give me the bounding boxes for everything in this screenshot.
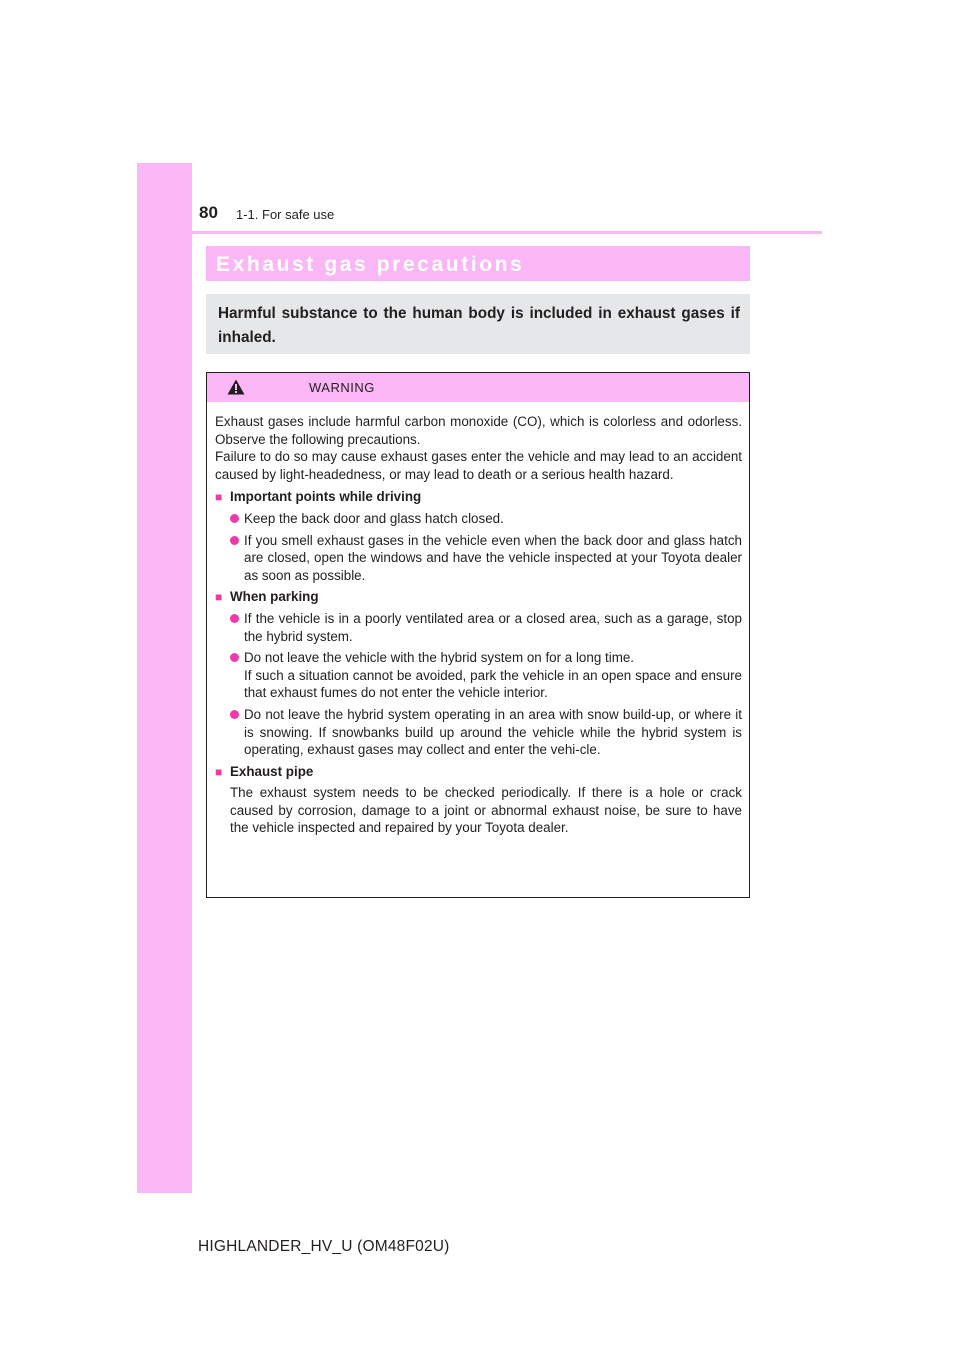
list-item: If you smell exhaust gases in the vehicle even when the back door and glass hatch are closed, open the windows and have the vehicle inspected at your Toyota dealer as soon as possible. — [215, 532, 742, 585]
summary-box — [206, 294, 750, 354]
list-item: Do not leave the vehicle with the hybrid system on for a long time. If such a situation cannot be avoided, park the vehicle in an open space and ensure that exhaust fumes do not enter the vehicle interior. — [215, 649, 742, 702]
list-item: If the vehicle is in a poorly ventilated area or a closed area, such as a garage, stop the hybrid system. — [215, 610, 742, 645]
summary-text: Harmful substance to the human body is included in exhaust gases if inhaled. — [218, 305, 740, 346]
round-bullet-icon — [230, 653, 239, 662]
page-number: 80 — [199, 203, 218, 222]
warning-label: WARNING — [309, 380, 375, 395]
warning-intro: Exhaust gases include harmful carbon monoxide (CO), which is colorless and odorless. Observe the following precautions. Failure to do so may cause exhaust gases enter the vehicle and may lead to an accident caused by light-headedness, or may lead to death or a serious health hazard. — [215, 414, 742, 482]
heading-driving: ■ Important points while driving — [215, 488, 742, 507]
square-bullet-icon: ■ — [215, 590, 223, 605]
side-tab-band — [137, 163, 192, 1193]
list-item: Keep the back door and glass hatch closed. — [215, 510, 742, 528]
round-bullet-icon — [230, 710, 239, 719]
round-bullet-icon — [230, 514, 239, 523]
warning-box — [206, 372, 750, 898]
header-rule — [192, 231, 822, 234]
round-bullet-icon — [230, 536, 239, 545]
round-bullet-icon — [230, 614, 239, 623]
footer-model-code: HIGHLANDER_HV_U (OM48F02U) — [198, 1238, 450, 1255]
heading-parking: ■ When parking — [215, 588, 742, 607]
list-item: Do not leave the hybrid system operating in an area with snow build-up, or where it is snowing. If snowbanks build up around the vehicle while the hybrid system is operating, exhaust gases may collect and enter the vehi-cle. — [215, 706, 742, 759]
warning-body — [215, 413, 742, 837]
square-bullet-icon: ■ — [215, 490, 223, 505]
warning-triangle-icon — [227, 379, 245, 395]
page-title: Exhaust gas precautions — [216, 253, 525, 276]
warning-header — [207, 373, 749, 402]
square-bullet-icon: ■ — [215, 764, 223, 779]
title-bar — [206, 246, 750, 281]
heading-exhaust-pipe: ■ Exhaust pipe — [215, 763, 742, 782]
exhaust-pipe-text: The exhaust system needs to be checked periodically. If there is a hole or crack caused by corrosion, damage to a joint or abnormal exhaust noise, be sure to have the vehicle inspected and repaired by your Toyota dealer. — [230, 785, 742, 836]
section-label: 1-1. For safe use — [236, 207, 335, 222]
